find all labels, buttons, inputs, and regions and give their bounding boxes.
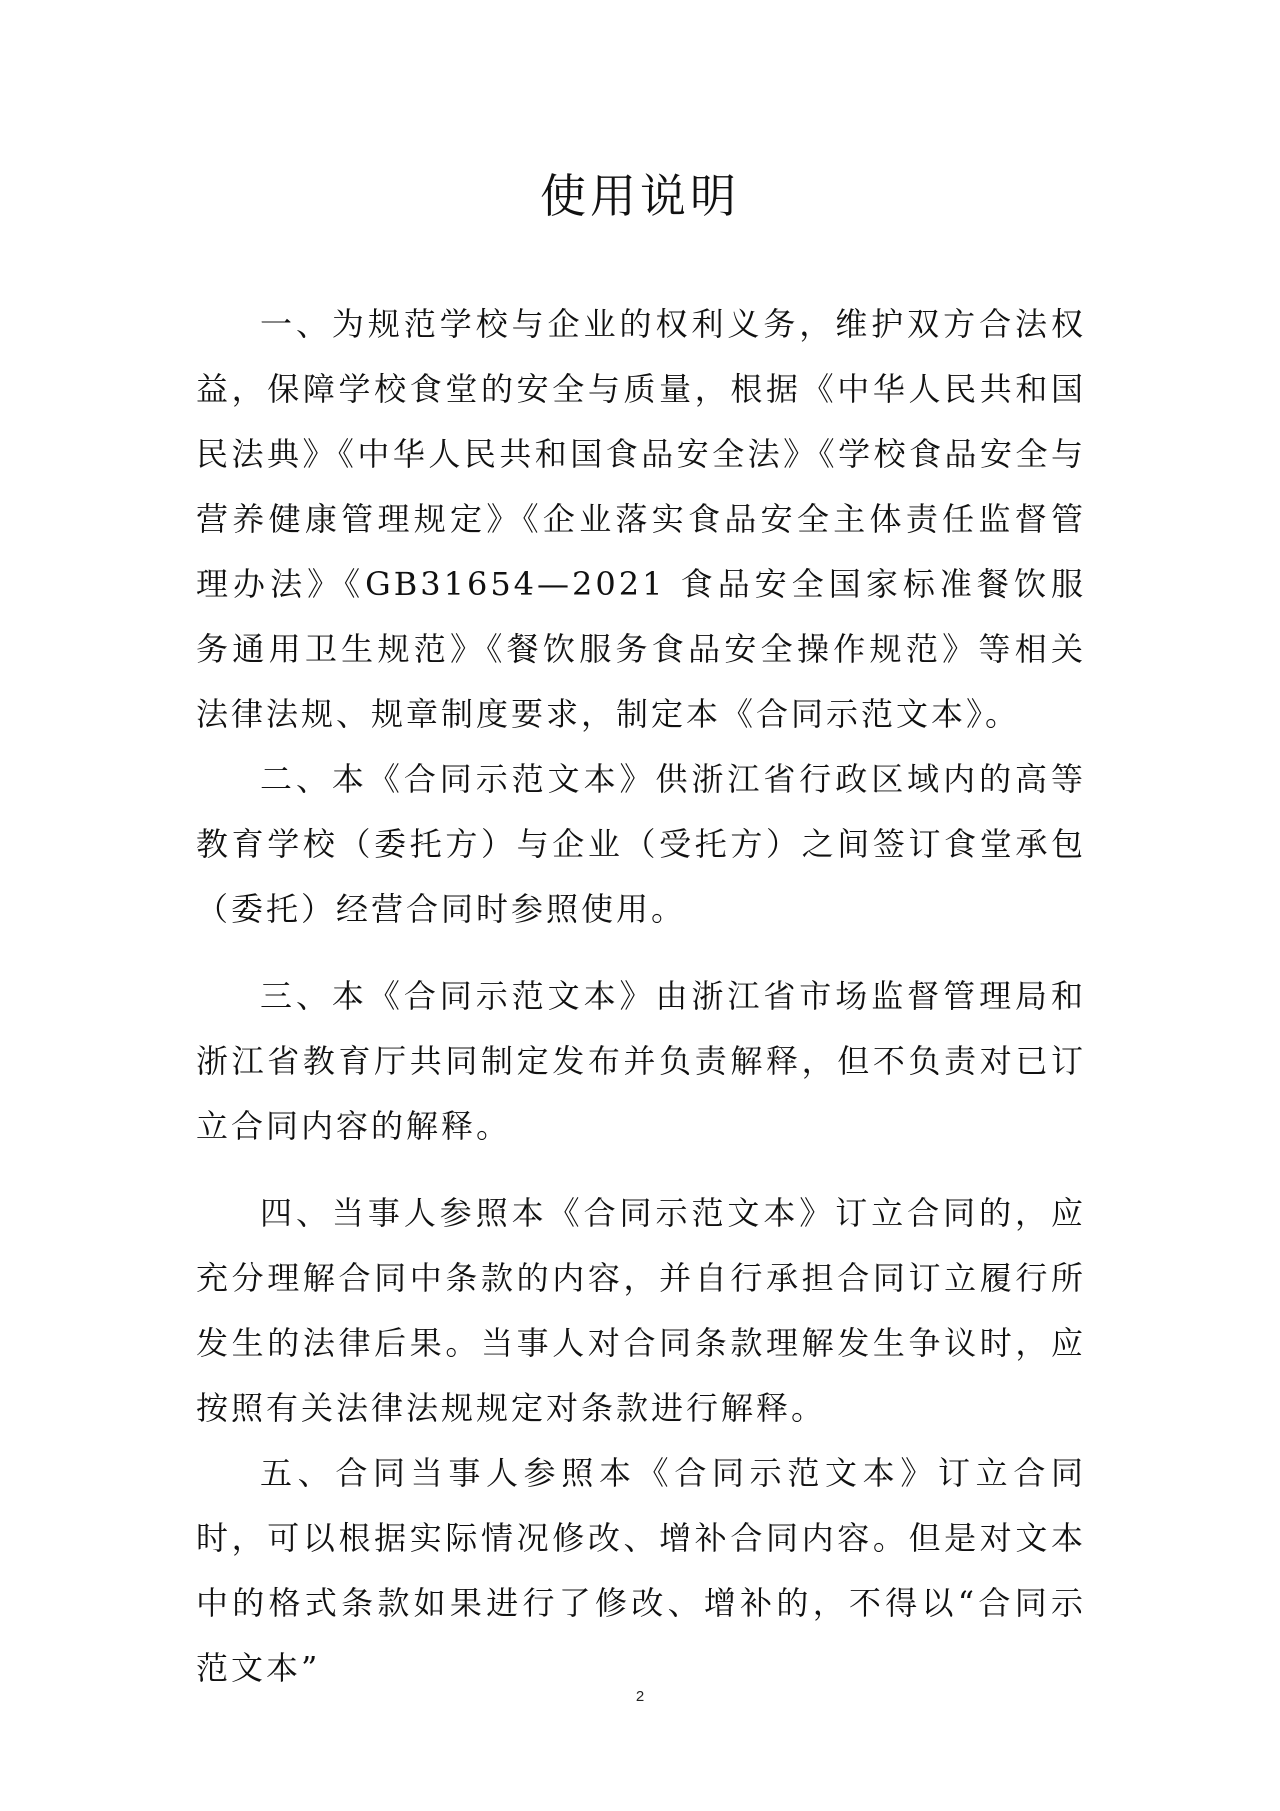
paragraph-3: 三、本《合同示范文本》由浙江省市场监督管理局和浙江省教育厅共同制定发布并负责解释，但不负责对已订立合同内容的解释。 bbox=[196, 977, 1086, 1145]
paragraph-5: 五、合同当事人参照本《合同示范文本》订立合同时，可以根据实际情况修改、增补合同内容。但是对文本中的格式条款如果进行了修改、增补的，不得以“合同示范文本” bbox=[196, 1454, 1086, 1687]
paragraph-1: 一、为规范学校与企业的权利义务，维护双方合法权益，保障学校食堂的安全与质量，根据《中华人民共和国民法典》《中华人民共和国食品安全法》《学校食品安全与营养健康管理规定》《企业落实食品安全主体责任监督管理办法》《GB31654—2021 食品安全国家标准餐饮服务通用卫生规范》《餐饮服务食品安全操作规范》等相关法律法规、规章制度要求，制定本《合同示范文本》。 bbox=[196, 305, 1086, 733]
document-body bbox=[196, 292, 1086, 1701]
paragraph-2: 二、本《合同示范文本》供浙江省行政区域内的高等教育学校（委托方）与企业（受托方）之间签订食堂承包（委托）经营合同时参照使用。 bbox=[196, 760, 1086, 928]
page-title: 使用说明 bbox=[540, 169, 740, 223]
paragraph-4: 四、当事人参照本《合同示范文本》订立合同的，应充分理解合同中条款的内容，并自行承担合同订立履行所发生的法律后果。当事人对合同条款理解发生争议时，应按照有关法律法规规定对条款进行解释。 bbox=[196, 1194, 1086, 1427]
page-number: 2 bbox=[635, 1688, 645, 1705]
